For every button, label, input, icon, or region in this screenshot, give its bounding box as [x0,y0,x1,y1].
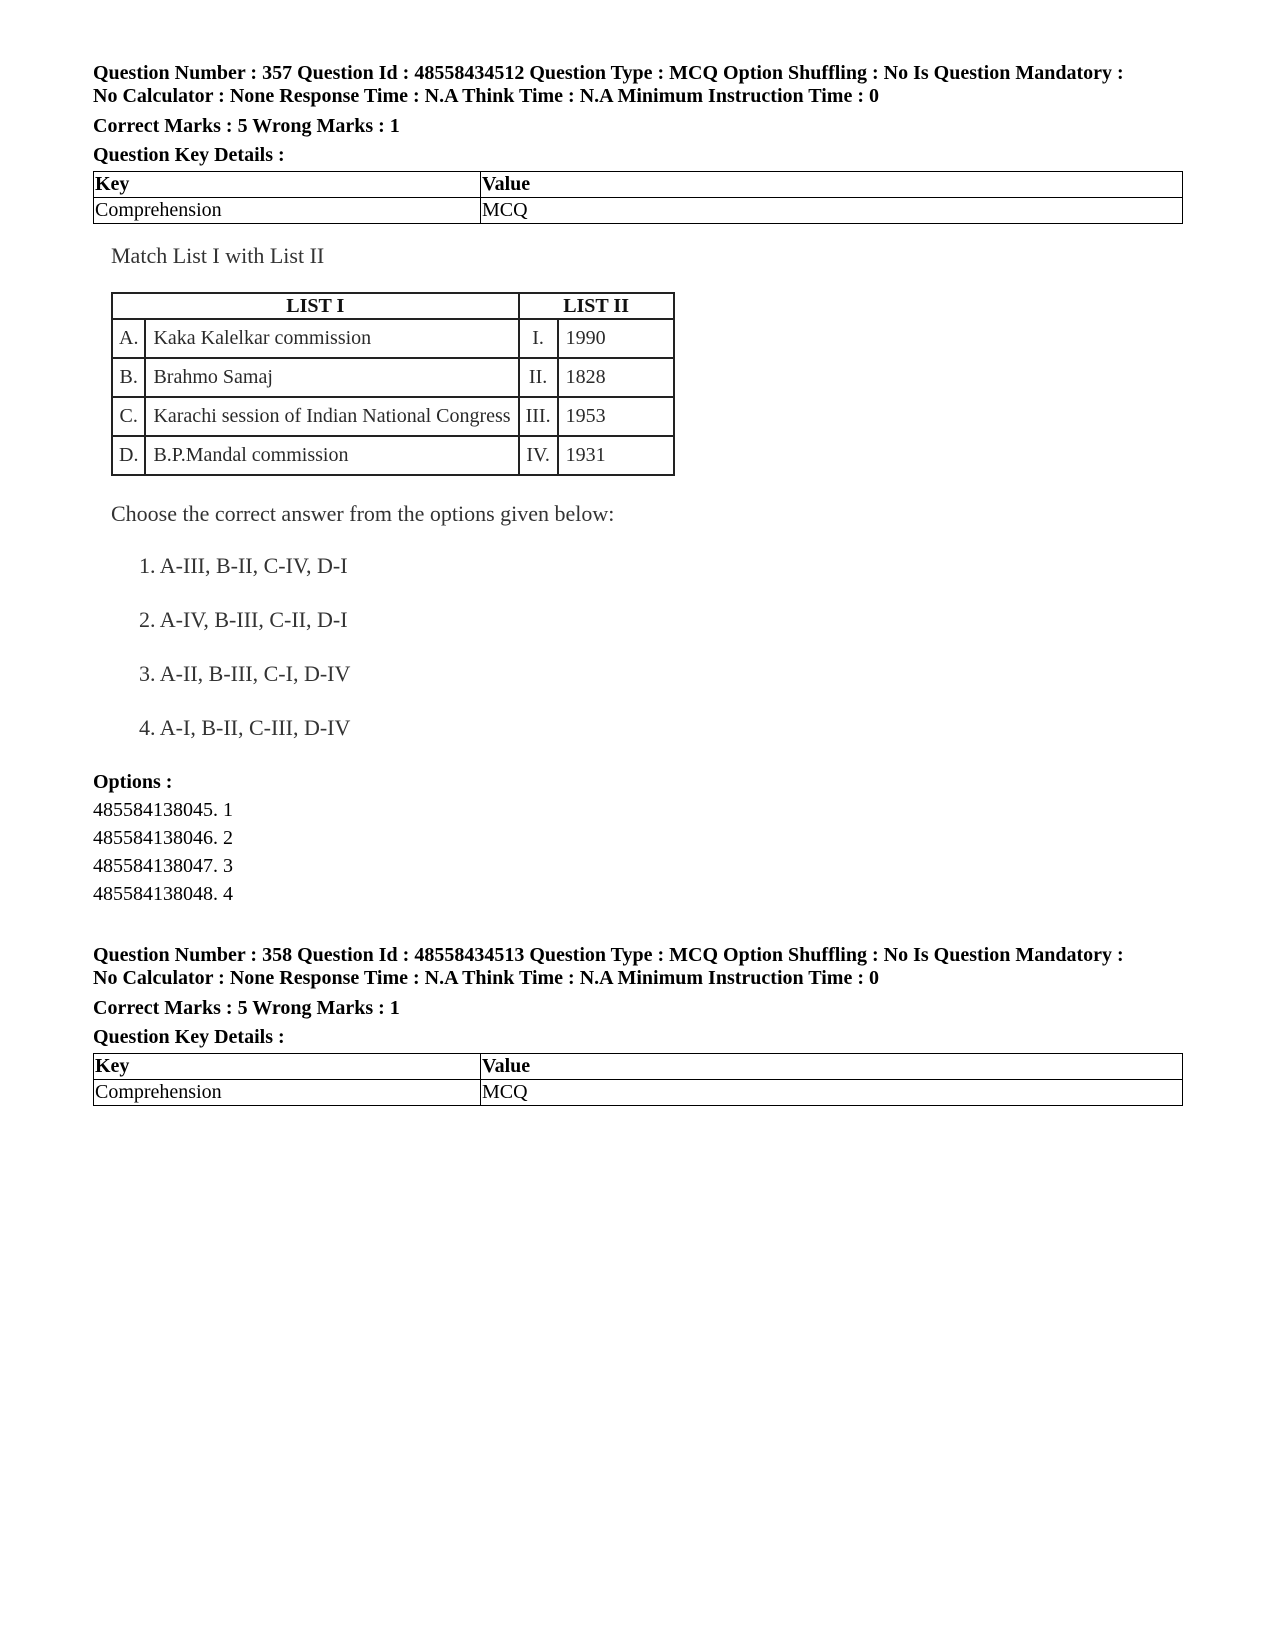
answer-item: 1. A-III, B-II, C-IV, D-I [139,553,348,578]
value-header-cell: Value [481,1054,1183,1080]
value-cell: MCQ [481,198,1183,224]
row-item: Brahmo Samaj [145,358,518,397]
match-table-row [112,436,674,475]
match-table-header-row [112,293,674,319]
key-header-cell: Key [94,1054,481,1080]
value-header-cell: Value [481,172,1183,198]
question-header-line2: No Calculator : None Response Time : N.A Think Time : N.A Minimum Instruction Time : 0 [93,85,879,107]
question-header-line1: Question Number : 358 Question Id : 48558434513 Question Type : MCQ Option Shuffling : No Is Question Mandatory : [93,944,1124,966]
list1-header: LIST I [112,293,519,319]
row-letter: D. [112,436,145,475]
match-table-row [112,358,674,397]
list2-header: LIST II [519,293,674,319]
key-table-header-row [94,172,1183,198]
match-table [111,292,675,476]
key-details-label: Question Key Details : [93,144,285,166]
row-year: 1828 [558,358,674,397]
key-cell: Comprehension [94,1080,481,1106]
value-cell: MCQ [481,1080,1183,1106]
answer-item: 4. A-I, B-II, C-III, D-IV [139,715,351,740]
row-year: 1990 [558,319,674,358]
key-details-table [93,171,1183,224]
key-details-label: Question Key Details : [93,1026,285,1048]
answer-list [139,552,1183,742]
option-item: 485584138046. 2 [93,827,233,849]
match-table-row [112,397,674,436]
marks-line: Correct Marks : 5 Wrong Marks : 1 [93,115,400,137]
key-header-cell: Key [94,172,481,198]
question-357 [93,62,1183,908]
question-header-line2: No Calculator : None Response Time : N.A Think Time : N.A Minimum Instruction Time : 0 [93,967,879,989]
row-letter: C. [112,397,145,436]
option-item: 485584138047. 3 [93,855,233,877]
key-table-row [94,1080,1183,1106]
option-item: 485584138048. 4 [93,883,233,905]
question-intro: Match List I with List II [111,243,325,268]
row-letter: B. [112,358,145,397]
key-table-header-row [94,1054,1183,1080]
question-header-line1: Question Number : 357 Question Id : 48558434512 Question Type : MCQ Option Shuffling : No Is Question Mandatory : [93,62,1124,84]
row-item: Kaka Kalelkar commission [145,319,518,358]
options-label: Options : [93,771,173,793]
key-cell: Comprehension [94,198,481,224]
choose-instruction: Choose the correct answer from the options given below: [111,501,615,526]
row-item: Karachi session of Indian National Congress [145,397,518,436]
question-body [111,242,1183,742]
marks-line: Correct Marks : 5 Wrong Marks : 1 [93,997,400,1019]
question-358 [93,944,1183,1106]
document-page [93,62,1183,1106]
key-table-row [94,198,1183,224]
row-roman: III. [519,397,558,436]
row-item: B.P.Mandal commission [145,436,518,475]
answer-item: 2. A-IV, B-III, C-II, D-I [139,607,348,632]
row-year: 1931 [558,436,674,475]
row-roman: IV. [519,436,558,475]
key-details-table [93,1053,1183,1106]
match-table-row [112,319,674,358]
row-roman: II. [519,358,558,397]
row-roman: I. [519,319,558,358]
option-item: 485584138045. 1 [93,799,233,821]
answer-item: 3. A-II, B-III, C-I, D-IV [139,661,351,686]
row-year: 1953 [558,397,674,436]
row-letter: A. [112,319,145,358]
